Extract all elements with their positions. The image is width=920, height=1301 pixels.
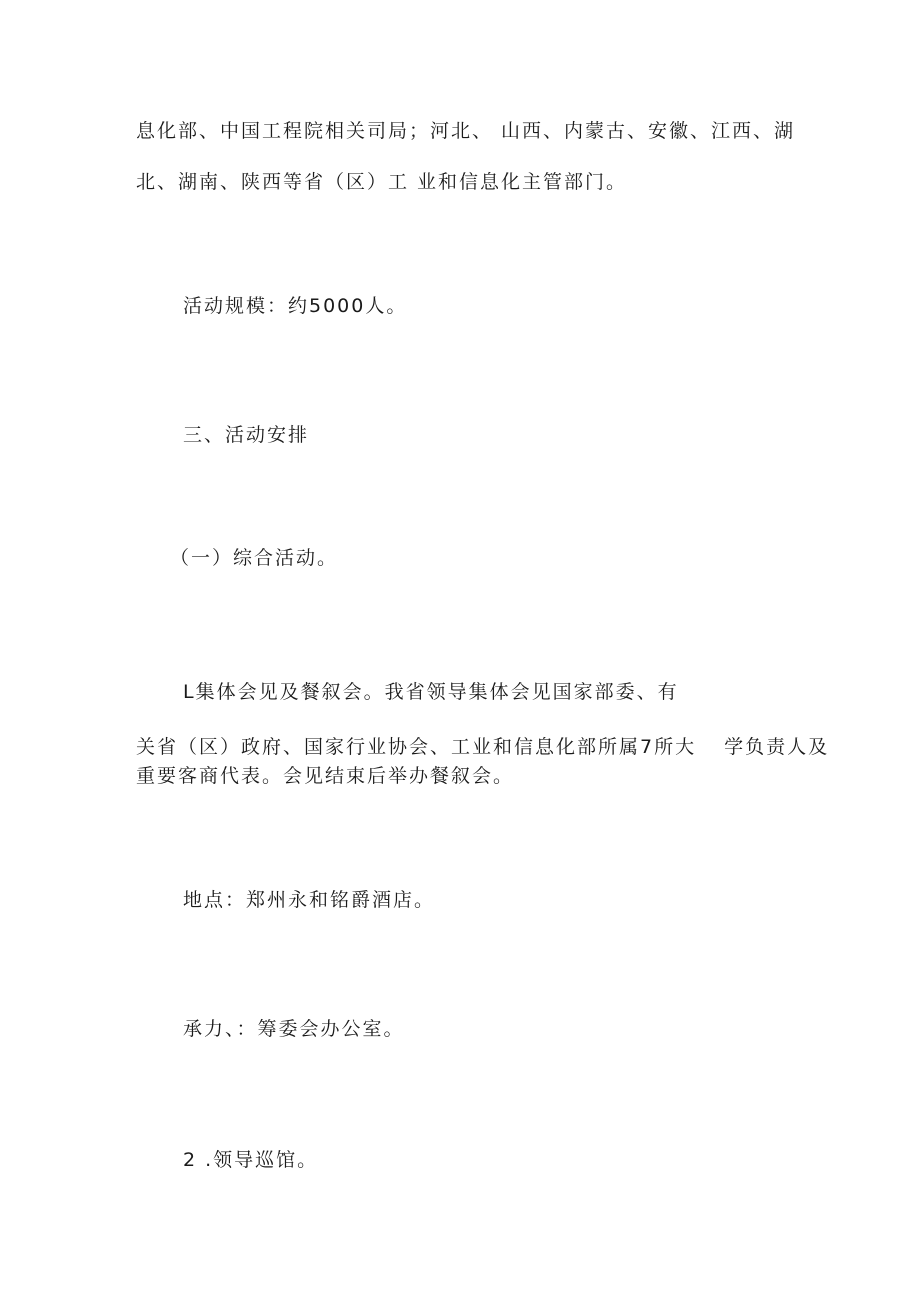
item-1-heading-line: L集体会见及餐叙会。我省领导集体会见国家部委、有 xyxy=(183,681,679,703)
item-2-heading-line: 2 .领导巡馆。 xyxy=(183,1149,319,1171)
paragraph-line-provinces: 北、湖南、陕西等省（区）工 业和信息化主管部门。 xyxy=(136,171,628,193)
item-1-body-line xyxy=(136,738,829,757)
item-1-body-tail: 学负责人及 xyxy=(724,736,830,758)
subsection-heading-comprehensive-activities: （一）综合活动。 xyxy=(170,547,339,569)
organizer-line: 承力、：筹委会办公室。 xyxy=(183,1018,405,1040)
item-1-body-line-end: 重要客商代表。会见结束后举办餐叙会。 xyxy=(136,765,515,787)
item-1-body-text: 关省（区）政府、国家行业协会、工业和信息化部所属7所大 xyxy=(136,736,697,758)
location-line: 地点：郑州永和铭爵酒店。 xyxy=(183,889,436,911)
paragraph-line-ministries: 息化部、中国工程院相关司局；河北、 山西、内蒙古、安徽、江西、湖 xyxy=(136,120,796,142)
activity-scale-line: 活动规模：约5000人。 xyxy=(183,295,408,317)
section-heading-activity-arrangement: 三、活动安排 xyxy=(183,424,310,446)
